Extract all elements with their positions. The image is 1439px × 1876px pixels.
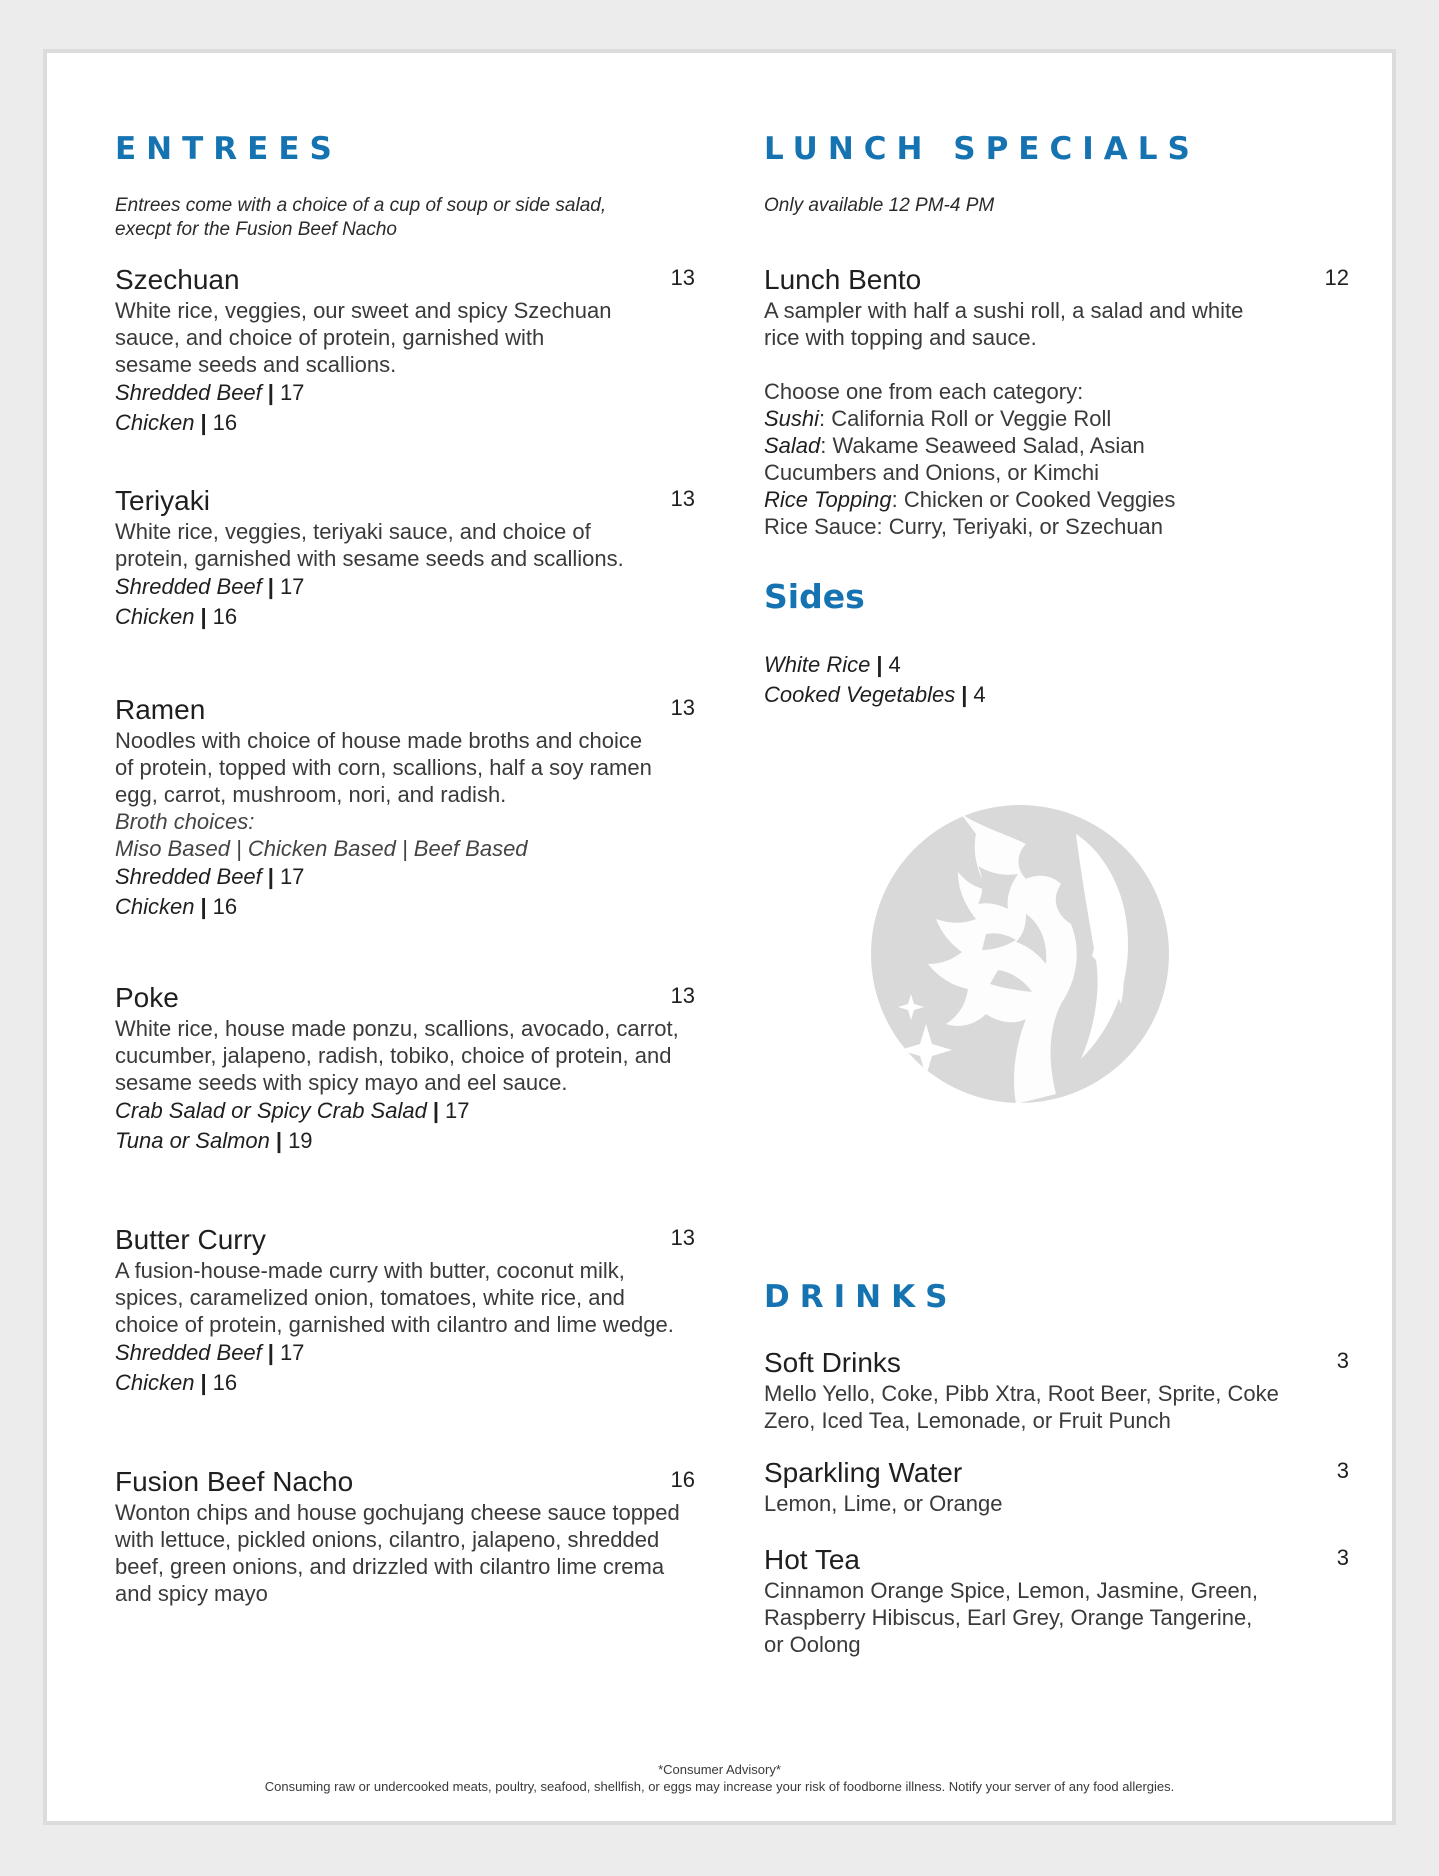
option-price: 17: [279, 574, 305, 599]
option-row: Chicken | 16: [115, 604, 238, 629]
category-label: Salad: [764, 433, 821, 458]
menu-item-ramen: [115, 693, 695, 922]
item-description: White rice, veggies, our sweet and spicy Szechuan sauce, and choice of protein, garnished with sesame seeds and scallions.: [115, 298, 612, 377]
item-price: 16: [670, 1467, 695, 1492]
option-name: Chicken: [115, 410, 195, 435]
option-price: 17: [279, 380, 305, 405]
menu-item-teriyaki: [115, 484, 695, 632]
option-row: Shredded Beef | 17: [115, 864, 305, 889]
entrees-heading: ENTREES: [115, 131, 342, 167]
menu-item-soft-drinks: [764, 1346, 1349, 1434]
consumer-advisory: [47, 1761, 1392, 1795]
bento-category-rice-topping: [764, 486, 1349, 513]
item-price: 3: [1336, 1348, 1349, 1373]
broth-options: Miso Based | Chicken Based | Beef Based: [115, 836, 528, 861]
side-price: 4: [973, 682, 986, 707]
item-description: Noodles with choice of house made broths and choice of protein, topped with corn, scallions, half a soy ramen egg, carrot, mushroom, nori, and radish.: [115, 728, 652, 807]
menu-item-poke: [115, 981, 695, 1156]
item-price: 13: [670, 265, 695, 290]
item-name: Hot Tea: [764, 1544, 860, 1575]
item-description: A sampler with half a sushi roll, a salad and white rice with topping and sauce.: [764, 298, 1244, 350]
option-price: 16: [212, 604, 238, 629]
item-price: 3: [1336, 1458, 1349, 1483]
item-name: Butter Curry: [115, 1224, 266, 1255]
item-price: 12: [1324, 265, 1349, 290]
option-name: Shredded Beef: [115, 864, 262, 889]
item-name: Ramen: [115, 694, 206, 725]
item-price: 13: [670, 486, 695, 511]
category-label: Rice Topping: [764, 487, 892, 512]
item-price: 13: [670, 1225, 695, 1250]
option-name: Chicken: [115, 1370, 195, 1395]
option-price: 19: [288, 1128, 313, 1153]
menu-item-fusion-beef-nacho: [115, 1465, 695, 1607]
item-name: Poke: [115, 982, 179, 1013]
item-name: Soft Drinks: [764, 1347, 901, 1378]
bento-category-salad: [764, 432, 1204, 486]
side-name: Cooked Vegetables: [764, 682, 956, 707]
category-label: Sushi: [764, 406, 820, 431]
item-description: Mello Yello, Coke, Pibb Xtra, Root Beer, Sprite, Coke Zero, Iced Tea, Lemonade, or Fruit Punch: [764, 1381, 1279, 1433]
bento-choose-label: Choose one from each category:: [764, 379, 1084, 404]
option-row: Chicken | 16: [115, 894, 238, 919]
menu-item-lunch-bento: [764, 263, 1349, 540]
item-name: Lunch Bento: [764, 264, 922, 295]
item-name: Sparkling Water: [764, 1457, 963, 1488]
option-price: 17: [444, 1098, 470, 1123]
option-row: Crab Salad or Spicy Crab Salad | 17: [115, 1098, 470, 1123]
side-price: 4: [888, 652, 901, 677]
sides-list: [764, 650, 1349, 710]
item-price: 13: [670, 983, 695, 1008]
option-price: 16: [212, 894, 238, 919]
menu-item-hot-tea: [764, 1543, 1349, 1658]
item-description: Wonton chips and house gochujang cheese sauce topped with lettuce, pickled onions, cilantro, jalapeno, shredded beef, green onions, and drizzled with cilantro lime crema and spicy mayo: [115, 1500, 680, 1606]
menu-item-szechuan: [115, 263, 695, 438]
item-name: Fusion Beef Nacho: [115, 1466, 354, 1497]
option-name: Shredded Beef: [115, 380, 262, 405]
option-row: Shredded Beef | 17: [115, 380, 305, 405]
item-description: Lemon, Lime, or Orange: [764, 1491, 1003, 1516]
item-price: 3: [1336, 1545, 1349, 1570]
category-value: : Chicken or Cooked Veggies: [891, 487, 1176, 512]
item-description: White rice, house made ponzu, scallions, avocado, carrot, cucumber, jalapeno, radish, tobiko, choice of protein, and sesame seeds with spicy mayo and eel sauce.: [115, 1016, 679, 1095]
lunch-specials-note: Only available 12 PM-4 PM: [764, 195, 995, 216]
lunch-specials-heading: LUNCH SPECIALS: [764, 131, 1200, 167]
item-name: Teriyaki: [115, 485, 210, 516]
option-row: Chicken | 16: [115, 410, 238, 435]
option-price: 16: [212, 410, 238, 435]
option-price: 16: [212, 1370, 238, 1395]
option-price: 17: [279, 864, 305, 889]
option-row: Tuna or Salmon | 19: [115, 1128, 313, 1153]
option-name: Shredded Beef: [115, 574, 262, 599]
advisory-text: Consuming raw or undercooked meats, poultry, seafood, shellfish, or eggs may increase your risk of foodborne illness. Notify your server of any food allergies.: [264, 1779, 1175, 1794]
drinks-heading: DRINKS: [764, 1279, 958, 1315]
side-row: White Rice | 4: [764, 652, 901, 677]
dragon-logo-icon: [866, 774, 1196, 1134]
sides-heading: Sides: [764, 577, 865, 616]
option-price: 17: [279, 1340, 305, 1365]
menu-page: [43, 49, 1396, 1825]
item-description: Cinnamon Orange Spice, Lemon, Jasmine, Green, Raspberry Hibiscus, Earl Grey, Orange Tangerine, or Oolong: [764, 1578, 1259, 1657]
menu-item-sparkling-water: [764, 1456, 1349, 1517]
category-value: : California Roll or Veggie Roll: [819, 406, 1112, 431]
bento-category-sushi: [764, 405, 1349, 432]
option-name: Chicken: [115, 604, 195, 629]
broth-label: Broth choices:: [115, 809, 255, 834]
option-name: Chicken: [115, 894, 195, 919]
bento-rice-sauce: Rice Sauce: Curry, Teriyaki, or Szechuan: [764, 514, 1164, 539]
category-value: : Wakame Seaweed Salad, Asian Cucumbers and Onions, or Kimchi: [764, 433, 1145, 485]
advisory-title: *Consumer Advisory*: [658, 1762, 781, 1777]
side-row: Cooked Vegetables | 4: [764, 682, 986, 707]
item-price: 13: [670, 695, 695, 720]
item-description: A fusion-house-made curry with butter, coconut milk, spices, caramelized onion, tomatoes, white rice, and choice of protein, garnished with cilantro and lime wedge.: [115, 1258, 674, 1337]
option-name: Tuna or Salmon: [115, 1128, 270, 1153]
option-row: Chicken | 16: [115, 1370, 238, 1395]
option-name: Crab Salad or Spicy Crab Salad: [115, 1098, 427, 1123]
option-name: Shredded Beef: [115, 1340, 262, 1365]
side-name: White Rice: [764, 652, 871, 677]
item-description: White rice, veggies, teriyaki sauce, and choice of protein, garnished with sesame seeds and scallions.: [115, 519, 624, 571]
item-name: Szechuan: [115, 264, 240, 295]
menu-item-butter-curry: [115, 1223, 695, 1398]
option-row: Shredded Beef | 17: [115, 1340, 305, 1365]
entrees-note: Entrees come with a choice of a cup of soup or side salad, execpt for the Fusion Beef Nacho: [115, 195, 607, 240]
option-row: Shredded Beef | 17: [115, 574, 305, 599]
